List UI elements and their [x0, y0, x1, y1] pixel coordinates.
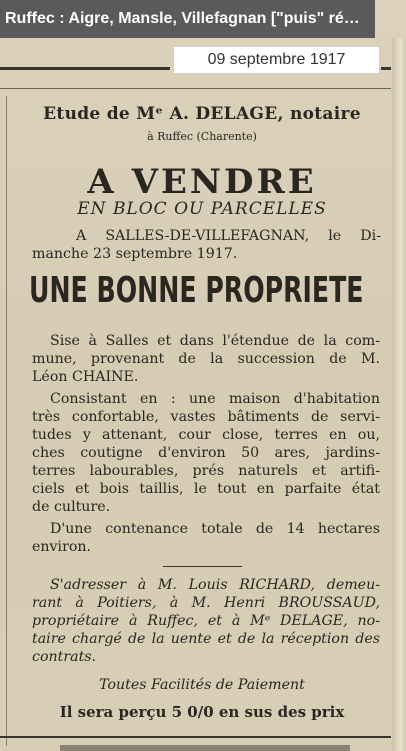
top-rule	[0, 67, 170, 70]
para2-line-5: terres labourables, prés naturels et artifi-	[32, 463, 380, 479]
headline: A VENDRE	[87, 162, 317, 202]
page-edge-shadow	[392, 38, 406, 751]
intro-line-2: manche 23 septembre 1917.	[32, 246, 238, 262]
contact-line-1: S'adresser à M. Louis RICHARD, demeu-	[50, 577, 380, 593]
publication-date-badge[interactable]: 09 septembre 1917	[173, 46, 380, 74]
notary-office: Etude de Mᵉ A. DELAGE, notaire	[43, 104, 361, 124]
para2-line-1: Consistant en : une maison d'habitation	[50, 391, 380, 407]
subheadline: EN BLOC OU PARCELLES	[77, 199, 327, 219]
document-title-bar[interactable]: Ruffec : Aigre, Mansle, Villefagnan ["puis" ré…	[0, 0, 375, 38]
contact-line-3: propriétaire à Ruffec, et à Mᵉ DELAGE, no-	[32, 613, 380, 629]
next-article-fragment	[60, 745, 350, 751]
intro-line-1: A SALLES-DE-VILLEFAGNAN, le Di-	[76, 228, 381, 244]
para1-line-2: mune, provenant de la succession de M.	[32, 351, 380, 367]
para2-line-4: ches coutigne d'environ 50 ares, jardins-	[32, 445, 380, 461]
para2-line-7: de culture.	[32, 499, 111, 515]
contact-line-5: contrats.	[32, 649, 97, 665]
notary-location: à Ruffec (Charente)	[147, 130, 257, 143]
para1-line-1: Sise à Salles et dans l'étendue de la com-	[50, 333, 380, 349]
top-rule-thin	[0, 88, 391, 89]
payment-facilities: Toutes Facilités de Paiement	[99, 677, 305, 693]
para2-line-2: très confortable, vastes bâtiments de servi-	[32, 409, 380, 425]
top-rule-right	[381, 67, 391, 70]
contact-line-2: rant à Poitiers, à M. Henri BROUSSAUD,	[32, 595, 380, 611]
bottom-rule	[0, 736, 391, 738]
fee-notice: Il sera perçu 5 0/0 en sus des prix	[59, 703, 345, 721]
para2-line-6: ciels et bois taillis, le tout en parfaite état	[32, 481, 380, 497]
para3-line-1: D'une contenance totale de 14 hectares	[50, 521, 380, 537]
property-title: UNE BONNE PROPRIETE	[29, 270, 364, 311]
para3-line-2: environ.	[32, 539, 92, 555]
para2-line-3: tudes y attenant, cour close, terres en ou,	[32, 427, 380, 443]
section-divider	[163, 566, 242, 567]
contact-line-4: taire chargé de la uente et de la réception des	[32, 631, 380, 647]
column-divider-left	[6, 96, 7, 746]
para1-line-3: Léon CHAINE.	[32, 369, 139, 385]
